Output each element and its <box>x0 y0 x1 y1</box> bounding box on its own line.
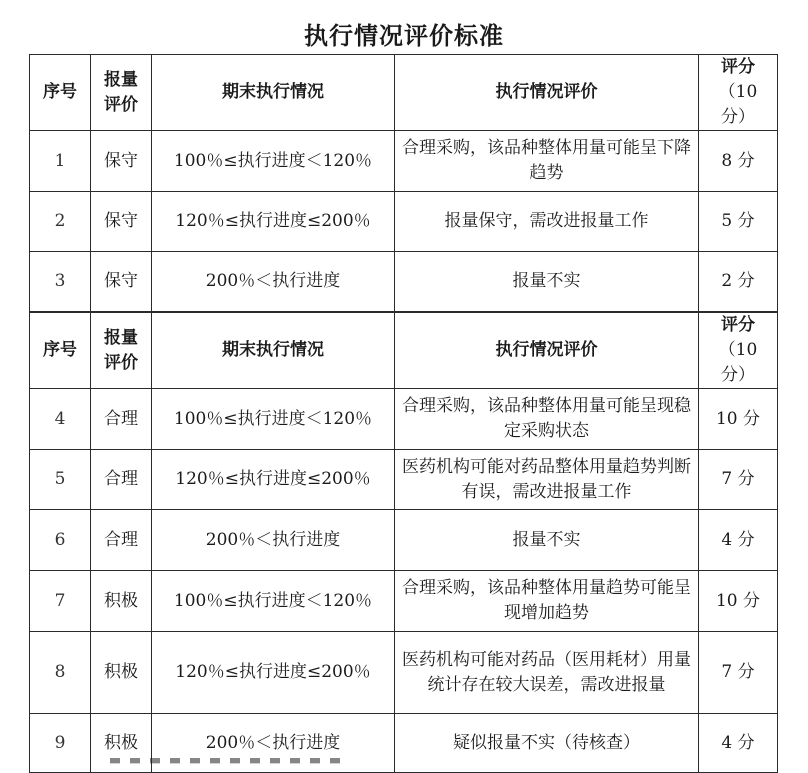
table-row <box>30 192 778 252</box>
row-seq: 4 <box>30 389 91 450</box>
row-score: 4 分 <box>699 714 778 773</box>
row-range: 120％≤执行进度≤200％ <box>152 450 395 510</box>
header-end-status: 期末执行情况 <box>152 313 395 389</box>
header-score <box>699 55 778 131</box>
header-rating-line1: 报量 <box>104 69 138 90</box>
table-row <box>30 632 778 714</box>
row-rating: 保守 <box>91 192 152 252</box>
row-score: 5 分 <box>699 192 778 252</box>
header-seq: 序号 <box>30 313 91 389</box>
header-score-line1: 评分 <box>721 57 755 77</box>
row-evaluation: 报量保守，需改进报量工作 <box>395 192 699 252</box>
table-header-row <box>30 313 778 389</box>
header-rating <box>91 313 152 389</box>
row-rating: 保守 <box>91 131 152 192</box>
header-rating-line1: 报量 <box>104 327 138 348</box>
row-evaluation: 报量不实 <box>395 252 699 312</box>
row-seq: 7 <box>30 571 91 632</box>
header-rating-line2: 评价 <box>104 352 138 373</box>
row-seq: 1 <box>30 131 91 192</box>
table-row <box>30 714 778 773</box>
row-evaluation: 合理采购，该品种整体用量趋势可能呈现增加趋势 <box>395 571 699 632</box>
row-seq: 9 <box>30 714 91 773</box>
header-seq: 序号 <box>30 55 91 131</box>
table-header-row <box>30 55 778 131</box>
header-score-line1: 评分 <box>721 315 755 335</box>
row-score: 8 分 <box>699 131 778 192</box>
row-range: 120％≤执行进度≤200％ <box>152 192 395 252</box>
row-score: 4 分 <box>699 510 778 571</box>
row-rating: 积极 <box>91 714 152 773</box>
row-evaluation: 报量不实 <box>395 510 699 571</box>
row-seq: 5 <box>30 450 91 510</box>
header-end-status: 期末执行情况 <box>152 55 395 131</box>
row-score: 2 分 <box>699 252 778 312</box>
table-row <box>30 510 778 571</box>
header-evaluation: 执行情况评价 <box>395 55 699 131</box>
row-rating: 积极 <box>91 571 152 632</box>
row-rating: 保守 <box>91 252 152 312</box>
row-score: 10 分 <box>699 571 778 632</box>
row-range: 100％≤执行进度＜120％ <box>152 131 395 192</box>
table-row <box>30 131 778 192</box>
row-range: 120％≤执行进度≤200％ <box>152 632 395 714</box>
row-evaluation: 医药机构可能对药品整体用量趋势判断有误，需改进报量工作 <box>395 450 699 510</box>
row-evaluation: 疑似报量不实（待核查） <box>395 714 699 773</box>
row-range: 200％＜执行进度 <box>152 252 395 312</box>
evaluation-table-reasonable-active <box>29 312 778 773</box>
table-row <box>30 450 778 510</box>
table-row <box>30 252 778 312</box>
row-evaluation: 合理采购，该品种整体用量可能呈现稳定采购状态 <box>395 389 699 450</box>
header-score-line2: （10 分） <box>718 82 758 127</box>
row-range: 200％＜执行进度 <box>152 510 395 571</box>
row-rating: 积极 <box>91 632 152 714</box>
header-rating-line2: 评价 <box>104 94 138 115</box>
row-rating: 合理 <box>91 389 152 450</box>
table-row <box>30 389 778 450</box>
header-score <box>699 313 778 389</box>
header-evaluation: 执行情况评价 <box>395 313 699 389</box>
table-row <box>30 571 778 632</box>
row-range: 100％≤执行进度＜120％ <box>152 571 395 632</box>
row-score: 10 分 <box>699 389 778 450</box>
row-seq: 6 <box>30 510 91 571</box>
row-evaluation: 合理采购，该品种整体用量可能呈下降趋势 <box>395 131 699 192</box>
row-seq: 8 <box>30 632 91 714</box>
row-seq: 2 <box>30 192 91 252</box>
row-seq: 3 <box>30 252 91 312</box>
header-score-line2: （10 分） <box>718 340 758 385</box>
row-evaluation: 医药机构可能对药品（医用耗材）用量统计存在较大误差，需改进报量 <box>395 632 699 714</box>
row-range: 100％≤执行进度＜120％ <box>152 389 395 450</box>
row-rating: 合理 <box>91 510 152 571</box>
row-score: 7 分 <box>699 632 778 714</box>
header-rating <box>91 55 152 131</box>
row-range: 200％＜执行进度 <box>152 714 395 773</box>
row-score: 7 分 <box>699 450 778 510</box>
evaluation-table-conservative <box>29 54 778 312</box>
page-title: 执行情况评价标准 <box>304 22 504 50</box>
row-rating: 合理 <box>91 450 152 510</box>
